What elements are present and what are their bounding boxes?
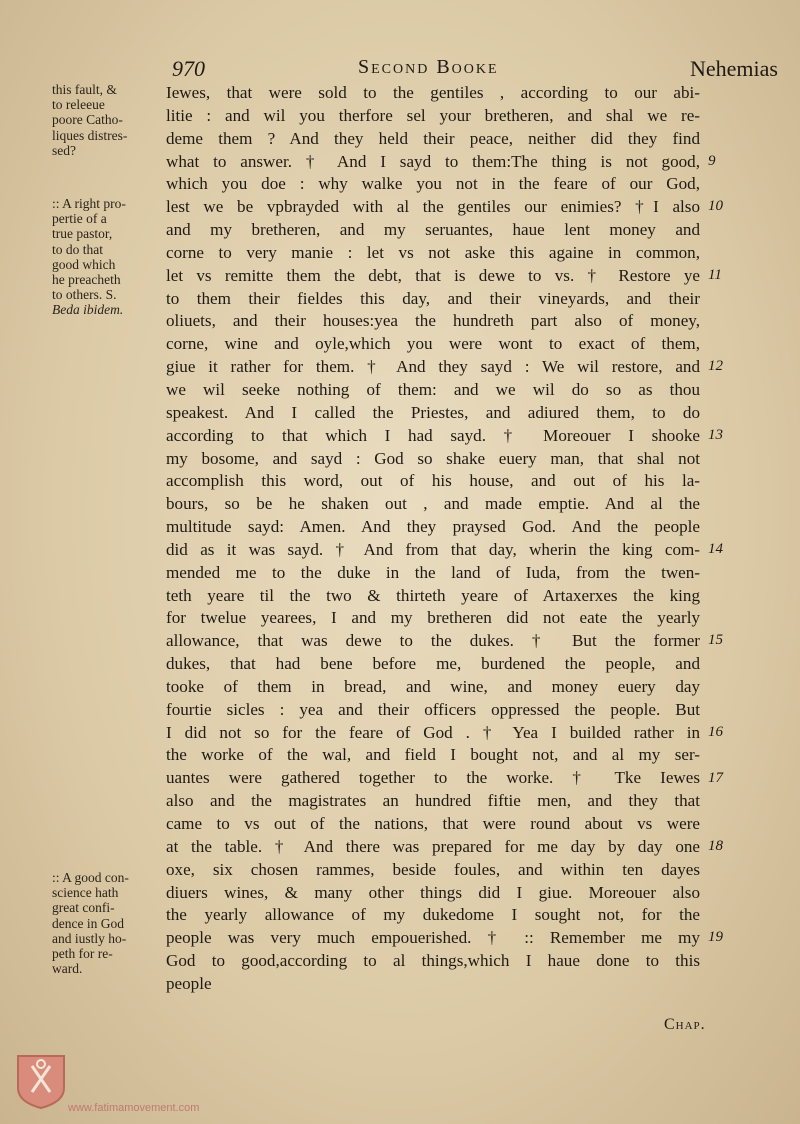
marginal-note-line: and iustly ho-	[52, 930, 127, 946]
verse-number: 19	[708, 929, 723, 946]
text-line: came to vs out of the nations, that were round about vs were	[166, 814, 700, 833]
text-line: bours, so be he shaken out , and made emptie. And al the	[166, 494, 700, 514]
text-line: oliuets, and their houses:yea the hundreth part also of money,	[166, 311, 700, 331]
verse-number: 9	[708, 152, 716, 169]
text-line: also and the magistrates an hundred fiftie men, and they that	[166, 791, 700, 811]
marginal-note-line: sed?	[52, 142, 76, 158]
text-line: accomplish this word, out of his house, and out of his la-	[166, 471, 700, 491]
marginal-note	[52, 196, 162, 318]
verse-number: 12	[708, 358, 723, 375]
text-line: which you doe : why walke you not in the feare of our God,	[166, 174, 700, 194]
verse-number: 17	[708, 769, 723, 786]
seal-logo-icon	[14, 1052, 68, 1110]
marginal-note-line: :: A good con-	[52, 870, 129, 885]
text-line: corne, wine and oyle,which you were wont to exact of them,	[166, 334, 700, 354]
book-name: Nehemias	[690, 56, 778, 81]
text-line: we wil seeke nothing of them: and we wil do so as thou	[166, 379, 700, 399]
text-line: multitude sayd: Amen. And they praysed God. And the people	[166, 517, 700, 537]
page-number: 970	[172, 56, 205, 81]
text-line: teth yeare til the two & thirteth yeare of Artaxerxes the king	[166, 585, 700, 605]
text-line: uantes were gathered together to the worke. † Tke Iewes	[166, 768, 700, 788]
page-header	[0, 52, 800, 84]
text-line: oxe, six chosen rammes, beside foules, and within ten dayes	[166, 859, 700, 879]
text-line: dukes, that had bene before me, burdened the people, and	[166, 654, 700, 674]
text-line: people was very much empouerished. † :: Remember me my	[166, 928, 700, 948]
text-line: people	[166, 973, 212, 993]
text-line: to them their fieldes this day, and their vineyards, and their	[166, 288, 700, 308]
text-line: God to good,according to al things,which I haue done to this	[166, 951, 700, 971]
verse-number: 16	[708, 723, 723, 740]
verse-number: 18	[708, 838, 723, 855]
text-line: Iewes, that were sold to the gentiles , according to our abi-	[166, 83, 700, 102]
marginal-note-line: good which	[52, 256, 116, 272]
text-line: at the table. † And there was prepared for me day by day one	[166, 836, 700, 856]
marginal-note-line: great confi-	[52, 900, 115, 916]
body-text	[166, 82, 700, 996]
text-line: giue it rather for them. † And they sayd : We wil restore, and	[166, 357, 700, 377]
text-line: allowance, that was dewe to the dukes. † But the former	[166, 631, 700, 651]
running-title: Second Booke	[358, 56, 499, 78]
marginal-note-line: liques distres-	[52, 127, 128, 143]
marginal-note-line: to do that	[52, 241, 103, 257]
watermark-url: www.fatimamovement.com	[68, 1102, 200, 1114]
text-line: I did not so for the feare of God . † Yea I builded rather in	[166, 722, 700, 742]
text-line: tooke of them in bread, and wine, and money euery day	[166, 676, 700, 696]
text-line: litie : and wil you therfore sel your bretheren, and shal we re-	[166, 105, 700, 125]
verse-number: 13	[708, 426, 723, 443]
text-line: speakest. And I called the Priestes, and adiured them, to do	[166, 402, 700, 422]
text-line: did as it was sayd. † And from that day, wherin the king com-	[166, 539, 700, 559]
marginal-note	[52, 82, 162, 158]
text-line: and my bretheren, and my seruantes, haue lent money and	[166, 220, 700, 240]
marginal-note-line: to others. S.	[52, 287, 117, 303]
text-line: the yearly allowance of my dukedome I sought not, for the	[166, 905, 700, 925]
text-line: mended me to the duke in the land of Iuda, from the twen-	[166, 562, 700, 582]
text-line: diuers wines, & many other things did I giue. Moreouer also	[166, 882, 700, 902]
marginal-note-line: to releeue	[52, 97, 105, 113]
verse-number: 15	[708, 632, 723, 649]
marginal-note-line: ward.	[52, 961, 83, 977]
marginal-note-line: peth for re-	[52, 946, 113, 962]
catchword: Chap.	[664, 1016, 706, 1033]
text-line: let vs remitte them the debt, that is dewe to vs. † Restore ye	[166, 265, 700, 285]
text-line: corne to very manie : let vs not aske this againe in common,	[166, 242, 700, 262]
text-line: the worke of the wal, and field I bought not, and al my ser-	[166, 745, 700, 765]
marginal-note	[52, 870, 162, 976]
text-line: according to that which I had sayd. † Moreouer I shooke	[166, 425, 700, 445]
marginal-note-line: :: A right pro-	[52, 196, 126, 211]
text-line: lest we be vpbrayded with al the gentiles our enimies? †I also	[166, 197, 700, 217]
marginal-note-line: this fault, &	[52, 82, 117, 97]
verse-number: 11	[708, 266, 722, 283]
verse-number: 10	[708, 198, 723, 215]
marginal-note-line: poore Catho-	[52, 112, 123, 128]
marginal-citation: Beda ibidem.	[52, 302, 124, 318]
marginal-note-line: science hath	[52, 885, 119, 901]
text-line: deme them ? And they held their peace, neither did they find	[166, 128, 700, 148]
text-line: for twelue yearees, I and my bretheren did not eate the yearly	[166, 608, 700, 628]
text-line: my bosome, and sayd : God so shake euery man, that shal not	[166, 448, 700, 468]
marginal-note-line: true pastor,	[52, 226, 113, 242]
text-line: what to answer. † And I sayd to them:The thing is not good,	[166, 151, 700, 171]
marginal-note-line: dence in God	[52, 915, 124, 931]
marginal-note-line: pertie of a	[52, 211, 107, 227]
marginal-note-line: he preacheth	[52, 272, 121, 288]
text-line: fourtie sicles : yea and their officers oppressed the people. But	[166, 699, 700, 719]
verse-number: 14	[708, 541, 723, 557]
